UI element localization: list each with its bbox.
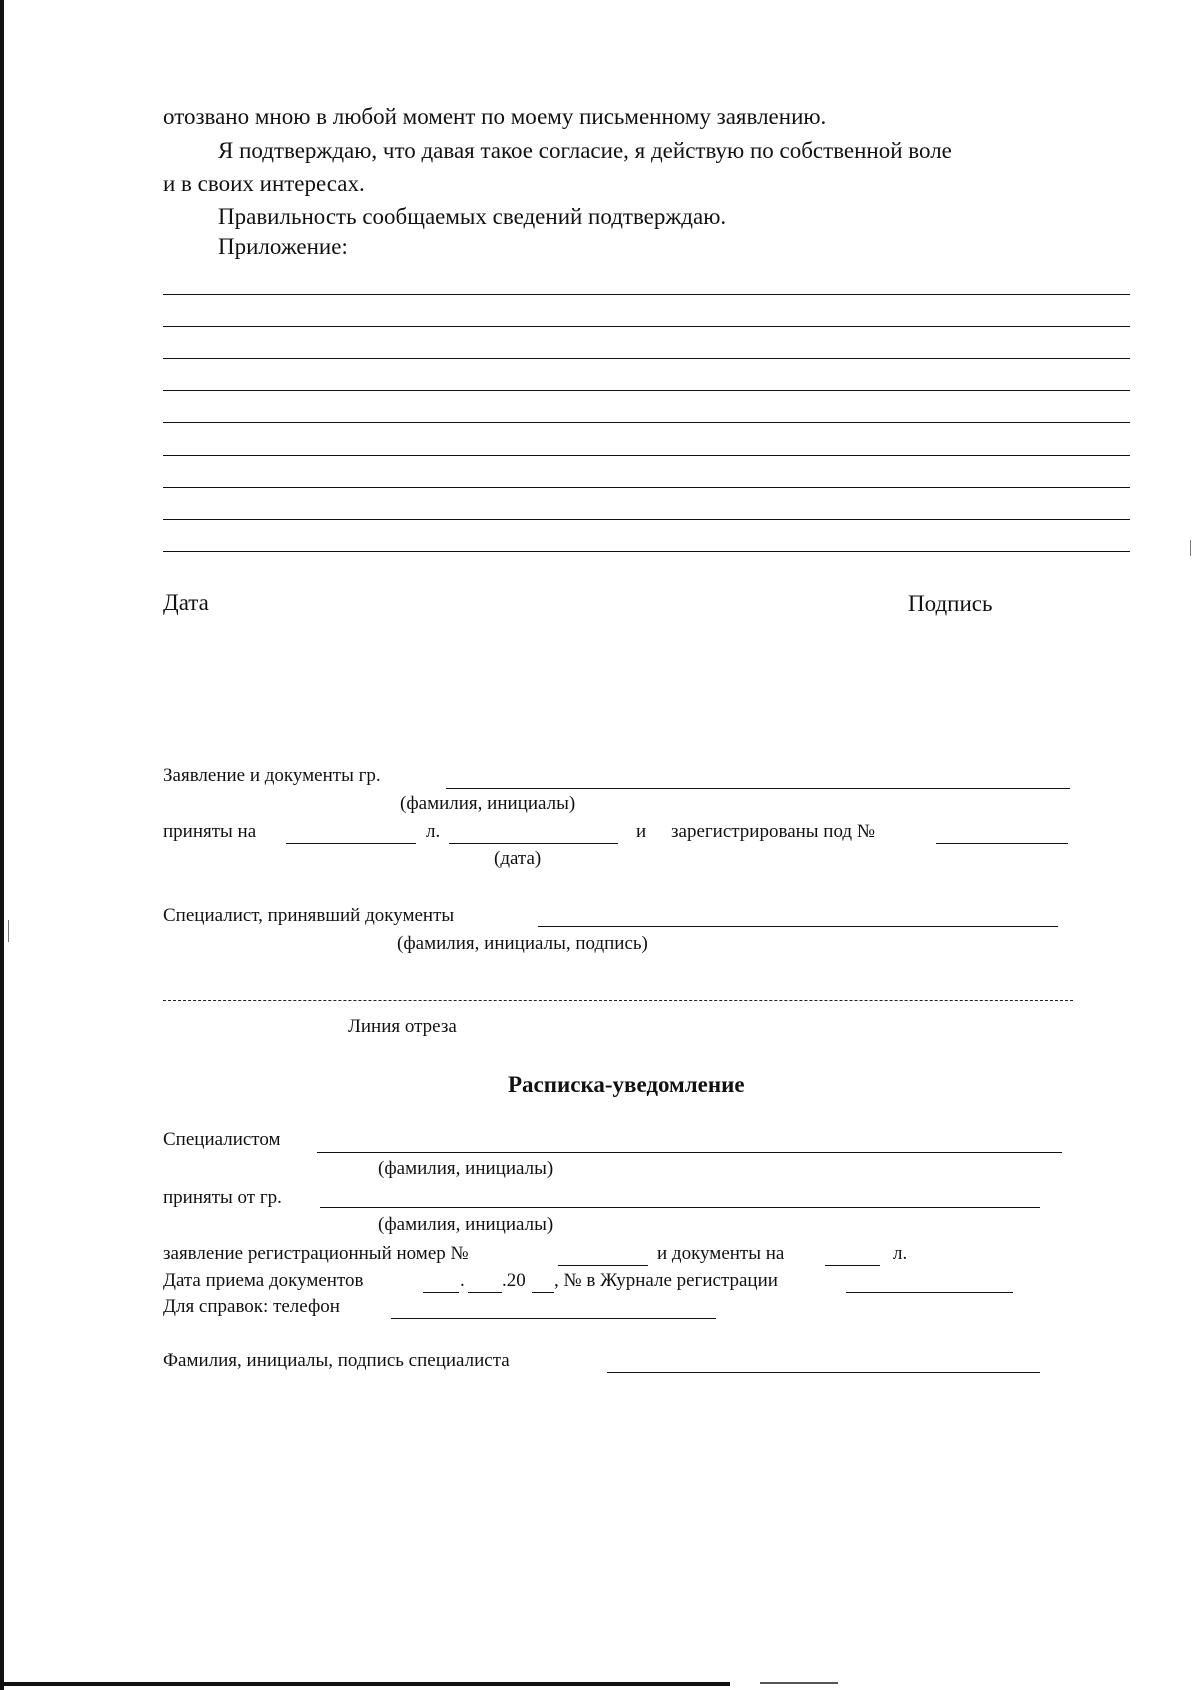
- notice-from-hint: (фамилия, инициалы): [378, 1214, 554, 1235]
- phone-label: Для справок: телефон: [163, 1296, 340, 1317]
- specialist-label: Специалист, принявший документы: [163, 905, 455, 926]
- notice-sheets-abbr: л.: [893, 1243, 908, 1264]
- cut-line-label: Линия отреза: [348, 1016, 457, 1037]
- final-signature-label: Фамилия, инициалы, подпись специалиста: [163, 1350, 510, 1371]
- reg-number-label: заявление регистрационный номер №: [163, 1243, 469, 1264]
- attachment-line[interactable]: [163, 422, 1130, 423]
- phone-field[interactable]: [391, 1318, 716, 1319]
- scan-edge-bottom-fragment: [760, 1682, 838, 1684]
- journal-label: , № в Журнале регистрации: [554, 1270, 778, 1291]
- notice-from-label: приняты от гр.: [163, 1187, 282, 1208]
- attachment-line[interactable]: [163, 487, 1130, 488]
- sheets-count-field[interactable]: [286, 843, 416, 844]
- notice-specialist-field[interactable]: [317, 1152, 1062, 1153]
- sheets-abbr: л.: [426, 821, 441, 842]
- intro-line-1: отозвано мною в любой момент по моему письменному заявлению.: [163, 104, 827, 129]
- documents-on-label: и документы на: [657, 1243, 785, 1264]
- attachment-label: Приложение:: [218, 234, 348, 259]
- date-sep-2: .20: [502, 1270, 526, 1291]
- documents-sheets-field[interactable]: [825, 1265, 880, 1266]
- scan-edge-left: [0, 0, 4, 1690]
- notice-specialist-hint: (фамилия, инициалы): [378, 1158, 554, 1179]
- scan-mark-right: [1190, 540, 1191, 556]
- attachment-line[interactable]: [163, 455, 1130, 456]
- applicant-field[interactable]: [446, 788, 1070, 789]
- cut-line: [163, 1000, 1073, 1001]
- notice-specialist-label: Специалистом: [163, 1129, 281, 1150]
- attachment-line[interactable]: [163, 551, 1130, 552]
- signature-label: Подпись: [908, 591, 993, 616]
- date-month-field[interactable]: [468, 1292, 502, 1293]
- notice-from-field[interactable]: [320, 1207, 1040, 1208]
- and-word: и: [636, 821, 647, 842]
- date-sep-1: .: [460, 1270, 465, 1291]
- date-label: Дата: [163, 590, 209, 615]
- scan-mark-left: [8, 920, 9, 942]
- accepted-on-label: приняты на: [163, 821, 257, 842]
- specialist-hint: (фамилия, инициалы, подпись): [397, 933, 648, 954]
- date-received-label: Дата приема документов: [163, 1270, 364, 1291]
- applicant-hint: (фамилия, инициалы): [400, 793, 576, 814]
- final-signature-field[interactable]: [607, 1372, 1040, 1373]
- intro-line-3: и в своих интересах.: [163, 171, 365, 196]
- scan-edge-bottom: [0, 1682, 730, 1686]
- attachment-line[interactable]: [163, 358, 1130, 359]
- notice-title: Расписка-уведомление: [508, 1072, 745, 1097]
- accepted-date-field[interactable]: [449, 843, 618, 844]
- applicant-label: Заявление и документы гр.: [163, 765, 381, 786]
- attachment-line[interactable]: [163, 326, 1130, 327]
- intro-line-4: Правильность сообщаемых сведений подтверждаю.: [218, 204, 727, 229]
- journal-number-field[interactable]: [846, 1292, 1013, 1293]
- reg-number-field[interactable]: [558, 1265, 648, 1266]
- date-hint: (дата): [494, 848, 542, 869]
- attachment-line[interactable]: [163, 390, 1130, 391]
- attachment-line[interactable]: [163, 294, 1130, 295]
- date-year-field[interactable]: [532, 1292, 554, 1293]
- registered-label: зарегистрированы под №: [671, 821, 875, 842]
- registration-number-field[interactable]: [936, 843, 1068, 844]
- attachment-line[interactable]: [163, 519, 1130, 520]
- specialist-field[interactable]: [538, 926, 1058, 927]
- date-day-field[interactable]: [423, 1292, 459, 1293]
- intro-line-2: Я подтверждаю, что давая такое согласие, я действую по собственной воле: [218, 138, 952, 163]
